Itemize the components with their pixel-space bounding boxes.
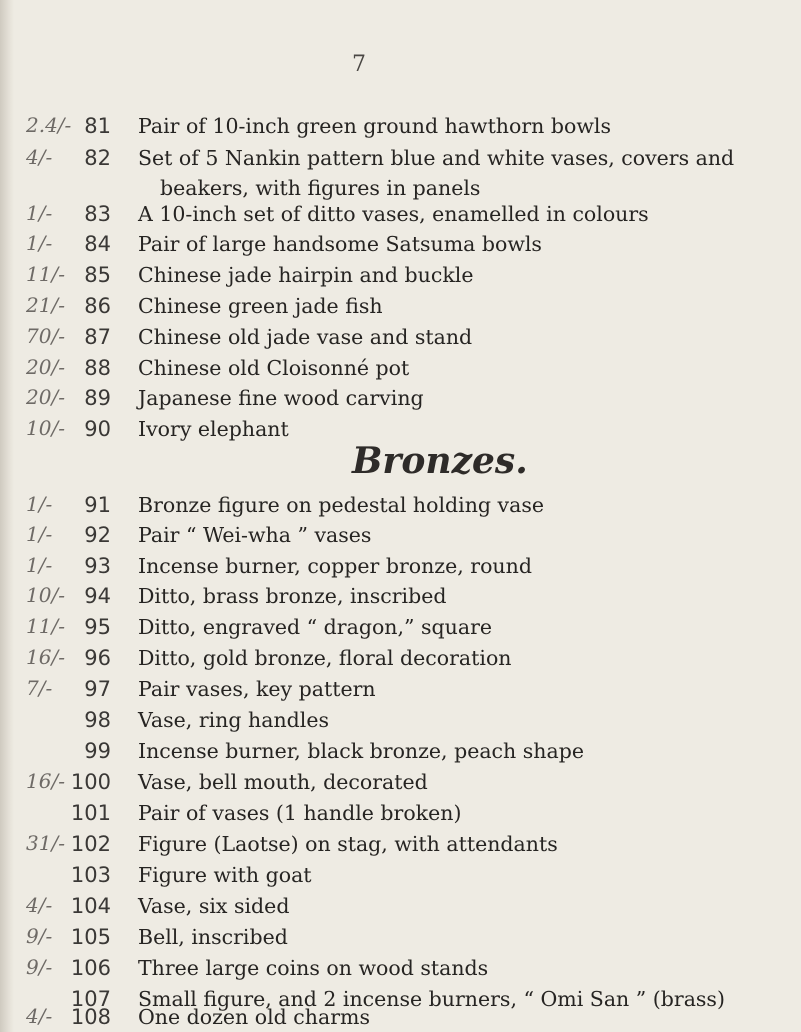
lot-row [0, 953, 801, 983]
lot-description: Pair “ Wei-wha ” vases [138, 523, 372, 547]
lot-description: Japanese fine wood carving [138, 386, 424, 410]
lot-number: 107 [70, 987, 111, 1011]
lot-description: Pair vases, key pattern [138, 677, 376, 701]
lot-description: Chinese jade hairpin and buckle [138, 263, 474, 287]
lot-number: 101 [70, 801, 111, 825]
lot-description: Pair of large handsome Satsuma bowls [138, 232, 542, 256]
lot-row [0, 736, 801, 766]
lot-number: 81 [84, 114, 111, 138]
margin-price-note: 21/- [26, 293, 65, 317]
lot-description: Figure (Laotse) on stag, with attendants [138, 832, 558, 856]
lot-row [0, 291, 801, 321]
margin-price-note: 70/- [26, 324, 65, 348]
lot-description: Vase, six sided [138, 894, 290, 918]
margin-price-note: 4/- [26, 145, 53, 169]
page-number: 7 [352, 52, 366, 77]
lot-row [0, 111, 801, 141]
lot-description: Figure with goat [138, 863, 312, 887]
margin-price-note: 1/- [26, 231, 53, 255]
margin-price-note: 1/- [26, 201, 53, 225]
lot-row [0, 322, 801, 352]
lot-description: Incense burner, copper bronze, round [138, 554, 532, 578]
lot-description: Chinese green jade fish [138, 294, 383, 318]
lot-number: 83 [84, 202, 111, 226]
lot-row [0, 414, 801, 444]
lot-row [0, 643, 801, 673]
margin-price-note: 9/- [26, 924, 53, 948]
lot-description: Ditto, brass bronze, inscribed [138, 584, 447, 608]
lot-row [0, 490, 801, 520]
lot-number: 98 [84, 708, 111, 732]
lot-description: Chinese old Cloisonné pot [138, 356, 410, 380]
lot-row [0, 260, 801, 290]
lot-description: Pair of vases (1 handle broken) [138, 801, 462, 825]
lot-row [0, 705, 801, 735]
lot-row [0, 143, 801, 200]
margin-price-note: 1/- [26, 522, 53, 546]
lot-row [0, 922, 801, 952]
lot-description: Vase, ring handles [138, 708, 329, 732]
lot-number: 90 [84, 417, 111, 441]
lot-row [0, 891, 801, 921]
lot-description: Three large coins on wood stands [138, 956, 489, 980]
lot-number: 84 [84, 232, 111, 256]
margin-price-note: 16/- [26, 645, 65, 669]
lot-number: 95 [84, 615, 111, 639]
lot-number: 88 [84, 356, 111, 380]
margin-price-note: 20/- [26, 355, 65, 379]
lot-number: 87 [84, 325, 111, 349]
lot-number: 89 [84, 386, 111, 410]
lot-number: 108 [70, 1005, 111, 1029]
lot-number: 106 [70, 956, 111, 980]
lot-description: Incense burner, black bronze, peach shape [138, 739, 584, 763]
margin-price-note: 31/- [26, 831, 65, 855]
lot-number: 93 [84, 554, 111, 578]
lot-number: 92 [84, 523, 111, 547]
lot-number: 102 [70, 832, 111, 856]
margin-price-note: 10/- [26, 416, 65, 440]
lot-number: 91 [84, 493, 111, 517]
lot-number: 104 [70, 894, 111, 918]
margin-price-note: 10/- [26, 583, 65, 607]
margin-price-note: 7/- [26, 676, 53, 700]
lot-number: 97 [84, 677, 111, 701]
lot-row [0, 520, 801, 550]
lot-row [0, 767, 801, 797]
lot-row [0, 199, 801, 229]
margin-price-note: 4/- [26, 1004, 53, 1028]
lot-number: 82 [84, 146, 111, 170]
lot-description: A 10-inch set of ditto vases, enamelled in colours [138, 202, 649, 226]
lot-number: 103 [70, 863, 111, 887]
margin-price-note: 9/- [26, 955, 53, 979]
lot-number: 85 [84, 263, 111, 287]
lot-row [0, 383, 801, 413]
lot-description: Pair of 10-inch green ground hawthorn bowls [138, 114, 611, 138]
lot-number: 105 [70, 925, 111, 949]
lot-row [0, 674, 801, 704]
lot-description: Set of 5 Nankin pattern blue and white vases, covers and [138, 146, 735, 170]
lot-description: Chinese old jade vase and stand [138, 325, 473, 349]
margin-price-note: 11/- [26, 614, 65, 638]
lot-description: Vase, bell mouth, decorated [138, 770, 428, 794]
lot-row [0, 798, 801, 828]
margin-price-note: 1/- [26, 492, 53, 516]
lot-row [0, 1002, 801, 1032]
lot-number: 99 [84, 739, 111, 763]
lot-row [0, 829, 801, 859]
margin-price-note: 16/- [26, 769, 65, 793]
lot-row [0, 581, 801, 611]
section-heading: Bronzes. [352, 440, 528, 482]
lot-number: 86 [84, 294, 111, 318]
margin-price-note: 11/- [26, 262, 65, 286]
lot-description: Small figure, and 2 incense burners, “ Omi San ” (brass) [138, 987, 725, 1011]
margin-price-note: 4/- [26, 893, 53, 917]
lot-number: 94 [84, 584, 111, 608]
lot-row [0, 353, 801, 383]
lot-description: Ditto, engraved “ dragon,” square [138, 615, 492, 639]
lot-description: Ditto, gold bronze, floral decoration [138, 646, 512, 670]
lot-row [0, 551, 801, 581]
margin-price-note: 2.4/- [26, 113, 72, 137]
lot-description: Bell, inscribed [138, 925, 288, 949]
lot-row [0, 860, 801, 890]
margin-price-note: 20/- [26, 385, 65, 409]
lot-number: 96 [84, 646, 111, 670]
lot-row [0, 229, 801, 259]
lot-number: 100 [70, 770, 111, 794]
lot-description: Bronze figure on pedestal holding vase [138, 493, 545, 517]
lot-row [0, 612, 801, 642]
lot-description-continued: beakers, with figures in panels [160, 176, 481, 200]
lot-description: Ivory elephant [138, 417, 289, 441]
margin-price-note: 1/- [26, 553, 53, 577]
lot-description: One dozen old charms [138, 1005, 370, 1029]
